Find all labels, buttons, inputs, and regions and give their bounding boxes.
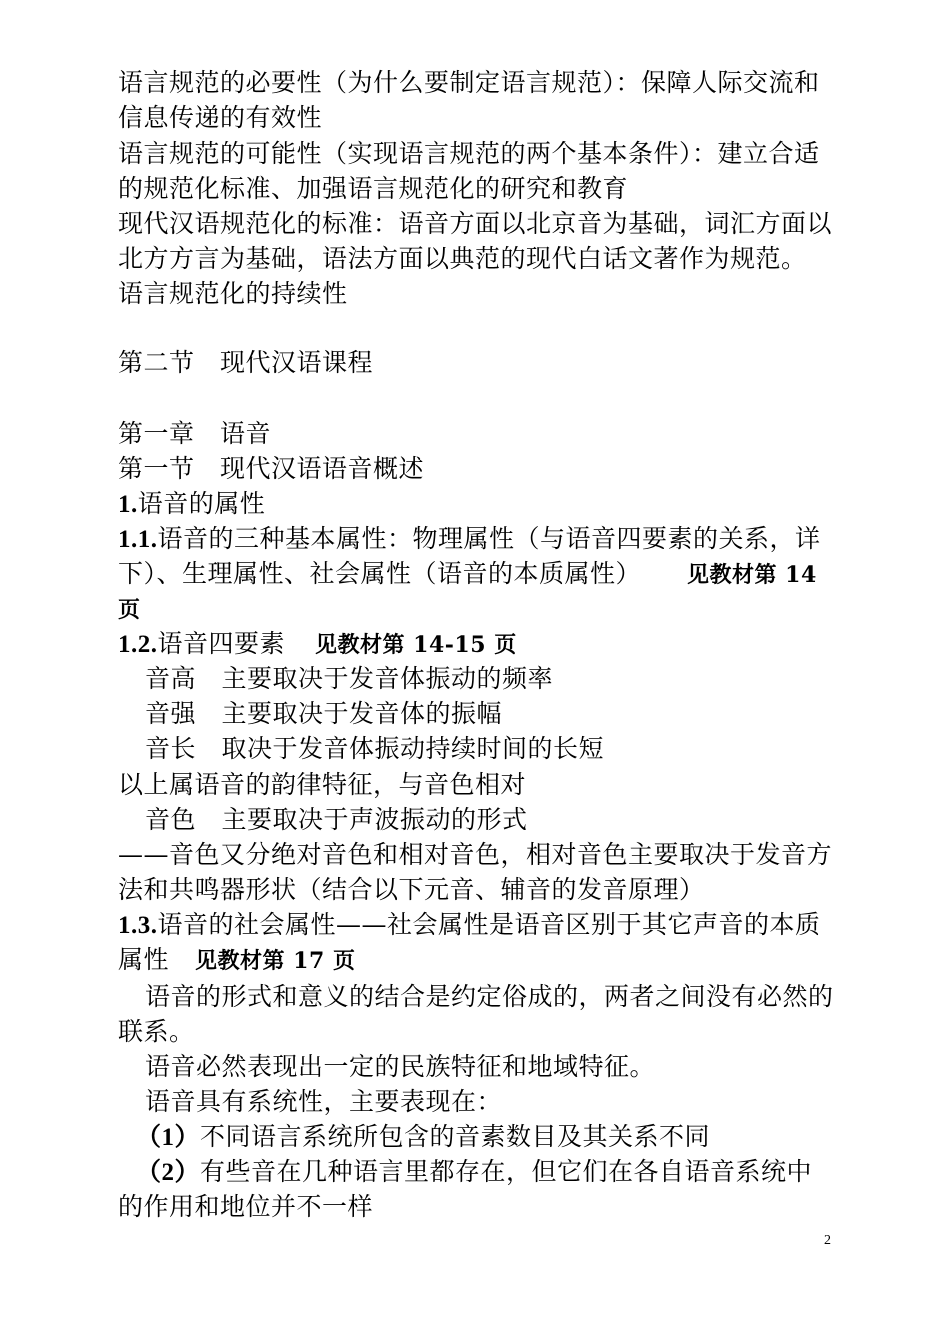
heading-text: 语音的社会属性——社会属性是语音区别于其它声音的本质 (157, 910, 821, 939)
heading-1-1 (118, 522, 821, 557)
section-heading: 第二节 现代汉语课程 (118, 348, 374, 377)
heading-1-2 (118, 627, 517, 662)
page-number: 2 (824, 1233, 831, 1248)
heading-number: 1. (118, 491, 138, 518)
numbered-item (136, 1155, 812, 1190)
text-span: 下）、生理属性、社会属性（语音的本质属性） (118, 559, 642, 588)
heading-1 (118, 487, 265, 522)
textbook-reference: 见教材第 14-15 页 (315, 632, 517, 658)
heading-number: 1.1. (118, 526, 158, 553)
text-line: 语音必然表现出一定的民族特征和地域特征。 (145, 1052, 656, 1081)
item-number: （1） (136, 1124, 201, 1151)
text-line: 的规范化标准、加强语言规范化的研究和教育 (118, 174, 629, 203)
text-line: 信息传递的有效性 (118, 103, 323, 132)
text-line: 联系。 (118, 1017, 195, 1046)
heading-text: 语音的三种基本属性：物理属性（与语音四要素的关系，详 (157, 524, 821, 553)
text-line (118, 943, 355, 978)
item-number: （2） (136, 1159, 201, 1186)
text-line: 语音具有系统性，主要表现在： (145, 1087, 503, 1116)
heading-number: 1.2. (118, 631, 158, 658)
text-line: 语言规范化的持续性 (118, 279, 348, 308)
text-line: 以上属语音的韵律特征，与音色相对 (118, 770, 527, 799)
text-line: 法和共鸣器形状（结合以下元音、辅音的发音原理） (118, 875, 705, 904)
chapter-heading: 第一章 语音 (118, 419, 272, 448)
list-item: 音长 取决于发音体振动持续时间的长短 (145, 734, 605, 763)
text-line: 的作用和地位并不一样 (118, 1192, 374, 1221)
textbook-reference: 见教材第 14 (687, 562, 817, 588)
text-line: 北方方言为基础，语法方面以典范的现代白话文著作为规范。 (118, 244, 807, 273)
heading-1-3 (118, 908, 821, 943)
heading-text: 语音四要素 (157, 629, 286, 658)
item-text: 有些音在几种语言里都存在，但它们在各自语音系统中 (200, 1157, 813, 1186)
textbook-reference-cont: 页 (118, 597, 141, 623)
text-line (118, 592, 141, 627)
list-item: 音高 主要取决于发音体振动的频率 (145, 664, 554, 693)
text-line (118, 557, 817, 592)
list-item: 音强 主要取决于发音体的振幅 (145, 699, 503, 728)
heading-text: 语音的属性 (137, 489, 266, 518)
numbered-item (136, 1120, 710, 1155)
text-line: 语言规范的可能性（实现语言规范的两个基本条件）：建立合适 (118, 139, 820, 168)
heading-number: 1.3. (118, 912, 158, 939)
text-span: 属性 (118, 945, 170, 974)
item-text: 不同语言系统所包含的音素数目及其关系不同 (200, 1122, 711, 1151)
text-line: ——音色又分绝对音色和相对音色，相对音色主要取决于发音方 (118, 840, 833, 869)
text-line: 现代汉语规范化的标准：语音方面以北京音为基础，词汇方面以 (118, 209, 833, 238)
text-line: 语言规范的必要性（为什么要制定语言规范）：保障人际交流和 (118, 68, 820, 97)
list-item: 音色 主要取决于声波振动的形式 (145, 805, 528, 834)
textbook-reference: 见教材第 17 页 (195, 948, 356, 974)
text-line: 语音的形式和意义的结合是约定俗成的，两者之间没有必然的 (145, 982, 834, 1011)
section-heading: 第一节 现代汉语语音概述 (118, 454, 425, 483)
